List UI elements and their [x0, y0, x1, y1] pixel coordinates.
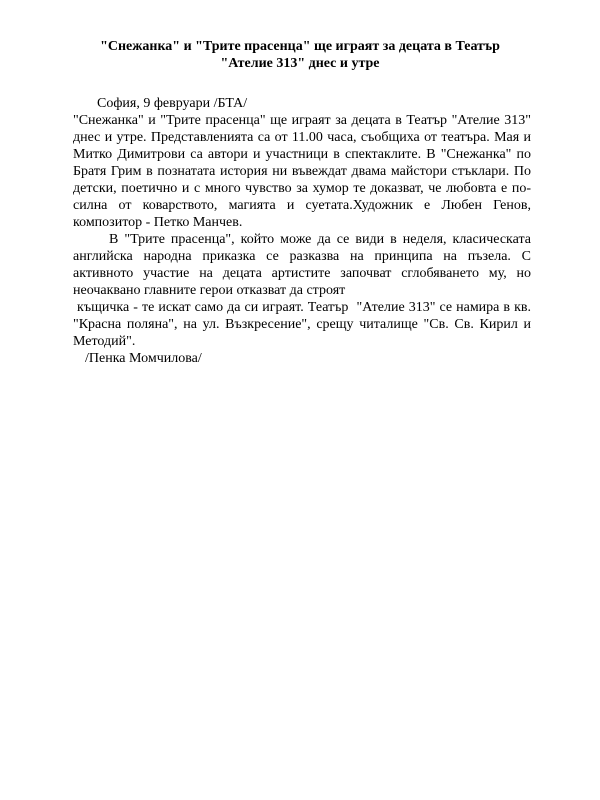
- paragraph-3: къщичка - те искат само да си играят. Театър "Ателие 313" се намира в кв. "Красна поляна", на ул. Възкресение", срещу читалище "Св. Св. Кирил и Методий".: [73, 300, 535, 349]
- paragraph-2-line-4: неочаквано главните герои отказват да строят: [73, 283, 346, 298]
- paragraph-1: "Снежанка" и "Трите прасенца" ще играят за децата в Театър "Ателие 313" днес и утре. Представленията са от 11.00 часа, съобщиха от театъра. Мая и Митко Димитрови са автори и участници в спектаклите. В "Снежанка" по Братя Грим в познатата история ни въвеждат двама майстори стъклари. По детски, поетично и с много чувство за хумор те доказват, че любовта е по-силна от коварството, магията и суетата.Художник е Любен Генов, композитор - Петко Манчев.: [73, 113, 531, 230]
- author-signature: /Пенка Момчилова/: [85, 351, 202, 366]
- article-title: [70, 38, 530, 72]
- paragraph-2: [73, 231, 531, 299]
- title-line-2: "Ателие 313" днес и утре: [220, 56, 380, 71]
- paragraph-2-line-2: английска народна приказка се разказва на принципа на пъзела. С: [73, 249, 531, 264]
- article-body: [73, 95, 535, 367]
- title-line-1: "Снежанка" и "Трите прасенца" ще играят за децата в Театър: [100, 39, 500, 54]
- paragraph-2-line-3: активното участие на децата артистите започват сглобяването му, но: [73, 266, 531, 281]
- dateline: София, 9 февруари /БТА/: [97, 96, 248, 111]
- paragraph-2-line-1: В "Трите прасенца", който може да се види в неделя, класическата: [109, 232, 531, 247]
